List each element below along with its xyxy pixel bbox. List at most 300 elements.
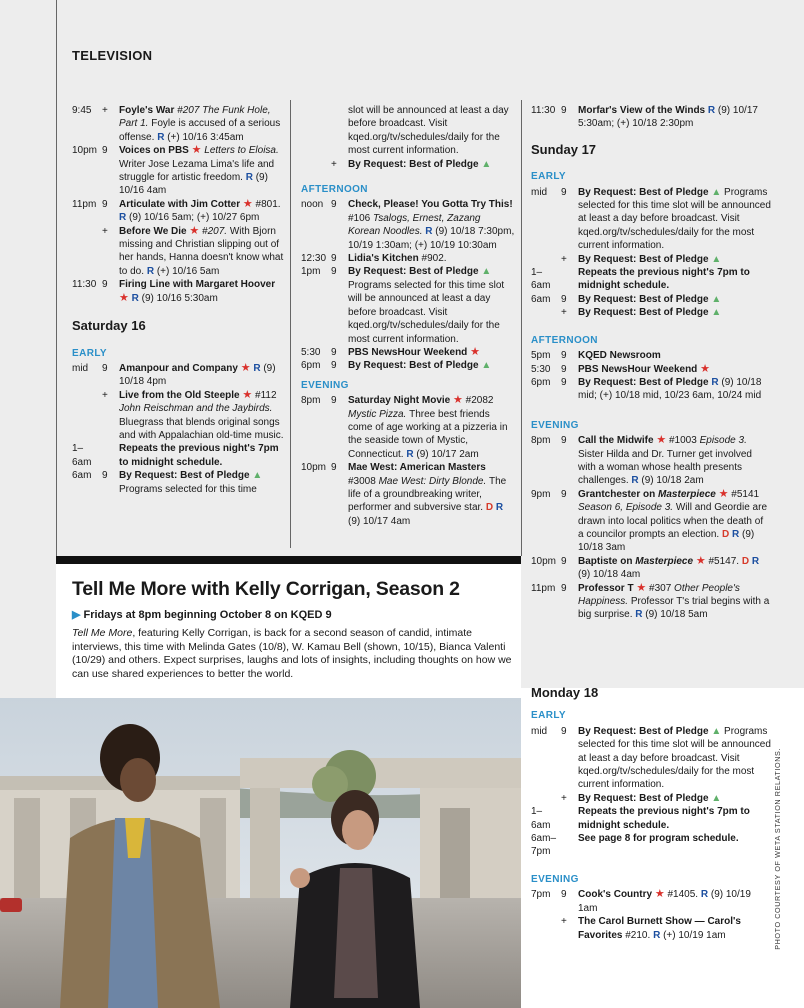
star-icon: ★: [718, 487, 729, 500]
listing-entry: [531, 363, 771, 376]
listing-time: mid: [531, 725, 548, 737]
listing-channel: +: [102, 389, 108, 401]
listing-channel: 9: [102, 470, 108, 482]
listing-text: (9) 10/18 4am: [578, 569, 641, 581]
listing-text: (9) 10/18 5am: [642, 609, 708, 621]
repeat-tag: R: [653, 929, 661, 941]
listing-text: Bluegrass that blends original songs and with Appalachian old-time music.: [119, 416, 284, 441]
listing-text: #5147.: [705, 555, 742, 567]
repeat-tag: R: [119, 212, 127, 224]
repeat-tag: R: [707, 105, 716, 116]
pledge-triangle-icon: ▲: [711, 293, 722, 305]
repeat-tag: R: [146, 265, 155, 277]
listing-body: [119, 389, 286, 443]
listing-channel: 9: [561, 105, 567, 116]
sat-evening-list: [301, 394, 515, 528]
star-icon: ★: [654, 888, 665, 901]
listing-time: 6pm: [531, 376, 551, 388]
listing-time: [72, 389, 102, 443]
listing-text: Foyle is accused of a serious offense.: [119, 118, 281, 143]
listing-body: [578, 915, 771, 942]
listing-text: #1405.: [664, 889, 701, 901]
listing-text: With Bjorn missing and Christian slipping out of her hands, Hanna doesn't know what to do.: [119, 225, 284, 277]
listing-entry: [72, 389, 286, 443]
listing-text: Will and Geordie are drawn into local politics when the death of a councilor prompts an election.: [578, 502, 768, 540]
listing-title: Amanpour and Company: [119, 362, 241, 374]
repeat-tag: R: [700, 889, 709, 901]
listing-entry: [301, 346, 515, 359]
listing-text: Three best friends come of age working at a pizzeria in the seaside town of Mystic, Connecticut.: [348, 408, 508, 460]
listing-title: Repeats the previous night's 7pm to midnight schedule.: [578, 806, 750, 831]
listing-time: [531, 306, 561, 319]
repeat-tag: R: [245, 172, 253, 184]
listing-entry: [531, 266, 771, 293]
listing-entry: [72, 225, 286, 279]
listing-text: #210.: [625, 929, 654, 941]
listing-body: [119, 198, 286, 225]
sat-early-list: [72, 362, 286, 496]
star-icon: ★: [453, 394, 463, 407]
listing-entry: [531, 186, 771, 253]
listing-text: (9) 10/16 5am; (+) 10/27 6pm: [126, 212, 260, 224]
listing-title: Voices on PBS: [119, 145, 192, 157]
pledge-triangle-icon: ▲: [252, 470, 263, 482]
col2-list: [301, 104, 515, 171]
listing-time: mid: [531, 186, 548, 198]
listing-italic: #207.: [199, 225, 230, 237]
listing-time: [531, 915, 561, 942]
listing-title: By Request: Best of Pledge: [119, 470, 253, 482]
listing-text: (9) 10/18 mid; (+) 10/18 mid, 10/23 6am, 10/24 mid: [578, 376, 762, 402]
listing-text: #2082: [462, 395, 494, 407]
listing-title: Baptiste on: [578, 555, 636, 567]
column-1: [72, 104, 286, 496]
listing-title: Grantchester on: [578, 488, 659, 500]
listing-channel: 9: [561, 350, 567, 362]
pledge-triangle-icon: ▲: [481, 266, 492, 278]
repeat-tag: R: [731, 528, 740, 540]
col1-list: [72, 104, 286, 305]
listing-entry: [301, 198, 515, 252]
listing-body: [119, 469, 286, 496]
listing-title: Mae West: American Masters: [348, 462, 486, 474]
listing-channel: 9: [561, 293, 567, 305]
listing-text: #112: [252, 389, 277, 401]
column-3: [531, 104, 771, 622]
listing-time: [301, 104, 331, 158]
listing-text: Sister Hilda and Dr. Turner get involved with a woman whose health presents challenges.: [578, 448, 752, 487]
feature-box: [56, 556, 521, 698]
listing-time: 1pm: [301, 266, 321, 278]
section-afternoon-sun: AFTERNOON: [531, 334, 598, 346]
listing-text: #801.: [252, 198, 281, 210]
feature-show-name: Tell Me More: [72, 627, 133, 639]
listing-body: [578, 253, 771, 266]
listing-entry: [531, 582, 771, 622]
listing-text: Professor T's trial begins with a big surprise.: [578, 596, 770, 621]
pledge-triangle-icon: ▲: [711, 725, 722, 737]
listing-time: [301, 158, 331, 171]
listing-time: 7pm: [531, 889, 551, 901]
listing-channel: 9: [331, 360, 337, 372]
mon-evening-list: [531, 888, 771, 942]
listing-time: 10pm: [301, 462, 327, 474]
listing-entry: [531, 832, 771, 859]
listing-italic: Mystic Pizza.: [348, 408, 410, 420]
listing-entry: [531, 349, 771, 362]
listing-time: 11pm: [72, 198, 97, 210]
listing-body: [578, 376, 771, 403]
listing-entry: [531, 725, 771, 792]
column-divider-right: [521, 100, 522, 556]
listing-time: 5:30: [531, 363, 551, 375]
pledge-triangle-icon: ▲: [711, 186, 722, 198]
listing-body: [348, 359, 515, 372]
listing-time: 6am: [72, 470, 92, 482]
listing-title: By Request: Best of Pledge: [348, 360, 482, 372]
listing-time: 1–6am: [531, 806, 551, 831]
listing-channel: [331, 104, 348, 158]
listing-time: 12:30: [301, 253, 327, 265]
listing-time: [72, 225, 102, 279]
listing-time: 5:30: [301, 346, 321, 358]
listing-entry: [531, 306, 771, 319]
listing-italic: #207 The Funk Hole, Part 1.: [119, 105, 271, 130]
listing-time: 8pm: [531, 435, 551, 447]
listing-italic: Season 6, Episode 3.: [578, 502, 676, 514]
listing-body: [348, 461, 515, 528]
listing-title: See page 8 for program schedule.: [578, 833, 739, 845]
section-early-mon: EARLY: [531, 710, 566, 722]
description-tag: D: [485, 502, 494, 514]
listing-title: Live from the Old Steeple: [119, 389, 243, 401]
listing-body: [578, 488, 771, 555]
listing-title: By Request: Best of Pledge: [578, 293, 712, 305]
listing-channel: +: [102, 105, 108, 116]
listing-body: [578, 266, 771, 293]
repeat-tag: R: [253, 362, 261, 374]
repeat-tag: R: [635, 609, 643, 621]
listing-entry: [531, 376, 771, 403]
listing-title: Repeats the previous night's 7pm to midnight schedule.: [119, 443, 279, 468]
listing-time: [531, 792, 561, 805]
listing-entry: [301, 158, 515, 171]
listing-title: Morfar's View of the Winds: [578, 105, 708, 116]
listing-text: Programs selected for this time slot will be announced at least a day before broadcast. Visit kqed.org/tv/schedules/daily for the most current information.: [578, 186, 771, 252]
listing-body: [578, 306, 771, 319]
pledge-triangle-icon: ▲: [481, 158, 492, 170]
feature-photo: [0, 698, 521, 1008]
listing-entry: [72, 104, 286, 144]
listing-channel: +: [102, 225, 108, 237]
listing-body: [119, 225, 286, 279]
listing-channel: +: [561, 916, 567, 928]
listing-text: (9) 10/16 4am: [119, 172, 268, 197]
listing-text: (9) 10/18 2am: [638, 475, 704, 487]
listing-entry: [531, 434, 771, 488]
listing-text: (9) 10/18 3am: [578, 528, 755, 554]
listing-time: [531, 253, 561, 266]
listing-text: Programs selected for this time slot will be announced at least a day before broadcast. Visit kqed.org/tv/schedules/daily for the most current information.: [348, 279, 505, 345]
listing-entry: [531, 253, 771, 266]
listing-channel: 9: [331, 266, 337, 278]
pledge-triangle-icon: ▲: [711, 792, 722, 804]
listing-time: 8pm: [301, 395, 321, 407]
listing-title: Check, Please! You Gotta Try This!: [348, 199, 513, 211]
listing-channel: 9: [102, 145, 108, 157]
listing-title: The Carol Burnett Show — Carol's Favorites: [578, 916, 741, 941]
listing-time: mid: [72, 362, 89, 374]
listing-entry: [531, 104, 771, 131]
listing-title: By Request: Best of Pledge: [578, 376, 712, 388]
listing-title: Firing Line with Margaret Hoover: [119, 279, 276, 291]
listing-text: (9) 10/17 4am: [348, 515, 411, 527]
listing-body: [578, 349, 771, 362]
listing-title: Before We Die: [119, 225, 190, 237]
feature-title: Tell Me More with Kelly Corrigan, Season 2: [72, 578, 460, 600]
photo-credit: PHOTO COURTESY OF WETA STATION RELATIONS.: [773, 748, 782, 950]
listing-text: (9) 10/19 1am: [578, 889, 751, 914]
listing-time: 5pm: [531, 350, 551, 362]
star-icon: ★: [240, 361, 251, 374]
listing-entry: [301, 252, 515, 265]
listing-entry: [301, 394, 515, 461]
repeat-tag: R: [711, 376, 719, 388]
sun-early-list: [531, 186, 771, 320]
listing-body: [578, 805, 771, 832]
day-heading-sunday: Sunday 17: [531, 141, 597, 157]
repeat-tag: R: [425, 226, 433, 238]
listing-body: [348, 346, 515, 359]
listing-text: (+) 10/19 1am: [660, 929, 726, 941]
listing-title: PBS NewsHour Weekend: [578, 363, 701, 375]
listing-title: By Request: Best of Pledge: [578, 792, 712, 804]
listing-title: Masterpiece: [658, 488, 716, 500]
listing-italic: Letters to Eloisa.: [201, 145, 279, 157]
listing-title: Cook's Country: [578, 889, 655, 901]
column-3-monday: [531, 686, 771, 942]
listing-channel: [561, 266, 578, 293]
star-icon: ★: [242, 197, 253, 210]
sat-afternoon-list: [301, 198, 515, 372]
listing-text: Programs selected for this time: [119, 483, 257, 495]
listing-entry: [531, 488, 771, 555]
listing-channel: 9: [561, 725, 567, 737]
listing-text: The life of a groundbreaking writer, performer and subversive star.: [348, 475, 507, 514]
listing-channel: +: [561, 253, 567, 265]
star-icon: ★: [191, 144, 202, 157]
listing-text: (9) 10/17 5:30am; (+) 10/18 2:30pm: [578, 105, 758, 130]
listing-title: By Request: Best of Pledge: [578, 186, 712, 198]
listing-body: [578, 186, 771, 253]
listing-text: (9) 10/18 7:30pm, 10/19 1:30am; (+) 10/19 10:30am: [348, 226, 515, 251]
listing-time: 1–6am: [531, 267, 551, 292]
listing-text: #5141: [728, 488, 760, 500]
listing-channel: 9: [331, 253, 337, 265]
listing-italic: Mae West: Dirty Blonde.: [378, 475, 490, 487]
listing-channel: 9: [331, 199, 337, 211]
repeat-tag: R: [157, 131, 165, 143]
listing-title: Foyle's War: [119, 105, 178, 116]
listing-entry: [531, 805, 771, 832]
listing-entry: [531, 792, 771, 805]
column-divider-left: [56, 0, 57, 556]
listing-text: (+) 10/16 3:45am: [164, 131, 244, 143]
listing-time: 11:30: [72, 279, 97, 291]
pledge-triangle-icon: ▲: [711, 307, 722, 319]
listing-text: #1003: [666, 435, 700, 447]
listing-text: (9) 10/18 4pm: [119, 362, 276, 388]
listing-channel: 9: [102, 362, 108, 374]
column-divider-mid: [290, 100, 291, 548]
listing-body: [578, 555, 771, 582]
photo-illustration: [0, 698, 521, 1008]
listing-text: (+) 10/16 5am: [154, 265, 220, 277]
section-evening-sun: EVENING: [531, 419, 579, 431]
listing-italic: Episode 3.: [699, 435, 747, 447]
listing-time: 10pm: [72, 145, 98, 157]
listing-channel: +: [331, 158, 337, 170]
listing-text: #307: [646, 582, 675, 594]
listing-body: [578, 792, 771, 805]
listing-channel: 9: [561, 363, 567, 375]
listing-entry: [72, 198, 286, 225]
listing-body: [348, 198, 515, 252]
listing-body: [578, 832, 771, 859]
listing-body: [119, 278, 286, 305]
listing-text: #3008: [348, 475, 379, 487]
listing-body: [578, 582, 771, 622]
section-header: TELEVISION: [72, 48, 153, 63]
listing-time: noon: [301, 199, 324, 211]
listing-title: By Request: Best of Pledge: [578, 725, 712, 737]
listing-text: (9) 10/17 2am: [413, 448, 479, 460]
star-icon: ★: [636, 581, 647, 594]
listing-time: 6pm: [301, 360, 321, 372]
column-2: [301, 104, 515, 528]
listing-time: 6am–7pm: [531, 833, 557, 858]
listing-channel: 9: [561, 435, 567, 447]
listing-entry: [531, 293, 771, 306]
section-evening-mon: EVENING: [531, 873, 579, 885]
star-icon: ★: [700, 362, 710, 375]
listing-channel: 9: [561, 582, 567, 594]
listing-time: 11:30: [531, 105, 556, 116]
listing-channel: +: [561, 792, 567, 804]
repeat-tag: R: [406, 448, 414, 460]
listing-channel: +: [561, 307, 567, 319]
listing-entry: [72, 442, 286, 469]
listing-entry: [531, 915, 771, 942]
listing-text: Programs selected for this time slot will be announced at least a day before broadcast. Visit kqed.org/tv/schedules/daily for the most current information.: [578, 725, 771, 791]
listing-channel: 9: [331, 346, 337, 358]
listing-body: [348, 252, 515, 265]
listing-title: By Request: Best of Pledge: [348, 158, 482, 170]
listing-title: By Request: Best of Pledge: [578, 253, 712, 265]
listing-body: [348, 265, 515, 345]
description-tag: D: [721, 528, 730, 540]
repeat-tag: R: [131, 292, 139, 304]
listing-text: #106: [348, 212, 374, 224]
section-early-sat: EARLY: [72, 347, 107, 359]
listing-title: Lidia's Kitchen: [348, 253, 422, 265]
mon-early-list: [531, 725, 771, 859]
listing-entry: [301, 359, 515, 372]
sun-afternoon-list: [531, 349, 771, 403]
listing-time: 9pm: [531, 488, 551, 500]
section-evening-sat: EVENING: [301, 379, 349, 391]
listing-channel: [102, 442, 119, 469]
listing-title: Repeats the previous night's 7pm to midnight schedule.: [578, 267, 750, 292]
listing-title: Masterpiece: [635, 555, 694, 567]
listing-entry: [72, 362, 286, 389]
star-icon: ★: [242, 388, 253, 401]
listing-body: [348, 394, 515, 461]
section-early-sun: EARLY: [531, 171, 566, 183]
listing-entry: [301, 461, 515, 528]
star-icon: ★: [470, 345, 480, 358]
star-icon: ★: [119, 291, 129, 304]
listing-body: [119, 104, 286, 144]
feature-subtitle-text: Fridays at 8pm beginning October 8 on KQED 9: [83, 609, 332, 621]
repeat-tag: R: [751, 555, 760, 567]
listing-body: [578, 725, 771, 792]
listing-body: [119, 144, 286, 198]
listing-body: [348, 104, 515, 158]
listing-body: [578, 888, 771, 915]
day-heading-saturday: Saturday 16: [72, 318, 146, 334]
listing-time: 1–6am: [72, 443, 92, 468]
listing-title: Saturday Night Movie: [348, 395, 454, 407]
play-arrow-icon: ▶: [72, 609, 81, 621]
listing-title: KQED Newsroom: [578, 350, 661, 362]
listing-body: [578, 363, 771, 376]
description-tag: D: [741, 555, 750, 567]
listing-title: Articulate with Jim Cotter: [119, 198, 243, 210]
listing-entry: [72, 278, 286, 305]
listing-title: Call the Midwife: [578, 435, 657, 447]
listing-channel: 9: [102, 198, 108, 210]
listing-italic: Tsalogs, Ernest, Zazang Korean Noodles.: [348, 212, 481, 238]
listing-entry: [72, 144, 286, 198]
listing-body: [578, 293, 771, 306]
listing-channel: 9: [561, 889, 567, 901]
feature-description: [72, 627, 512, 681]
listing-body: [119, 442, 286, 469]
repeat-tag: R: [495, 502, 504, 514]
listing-channel: 9: [561, 376, 567, 388]
star-icon: ★: [189, 224, 200, 237]
listing-body: [578, 434, 771, 488]
sun-evening-list: [531, 434, 771, 622]
listing-channel: 9: [102, 279, 108, 291]
feature-subtitle: [72, 608, 332, 621]
star-icon: ★: [656, 434, 667, 447]
listing-entry: [72, 469, 286, 496]
listing-entry: [531, 888, 771, 915]
listing-body: [119, 362, 286, 389]
listing-text: (9) 10/16 5:30am: [138, 292, 218, 304]
listing-title: PBS NewsHour Weekend: [348, 346, 471, 358]
listing-entry: [531, 555, 771, 582]
pledge-triangle-icon: ▲: [481, 360, 492, 372]
listing-channel: 9: [561, 488, 567, 500]
listing-channel: [561, 805, 578, 832]
listing-channel: [561, 832, 578, 859]
listing-time: 11pm: [531, 582, 556, 594]
listing-entry: [301, 265, 515, 345]
pledge-triangle-icon: ▲: [711, 253, 722, 265]
